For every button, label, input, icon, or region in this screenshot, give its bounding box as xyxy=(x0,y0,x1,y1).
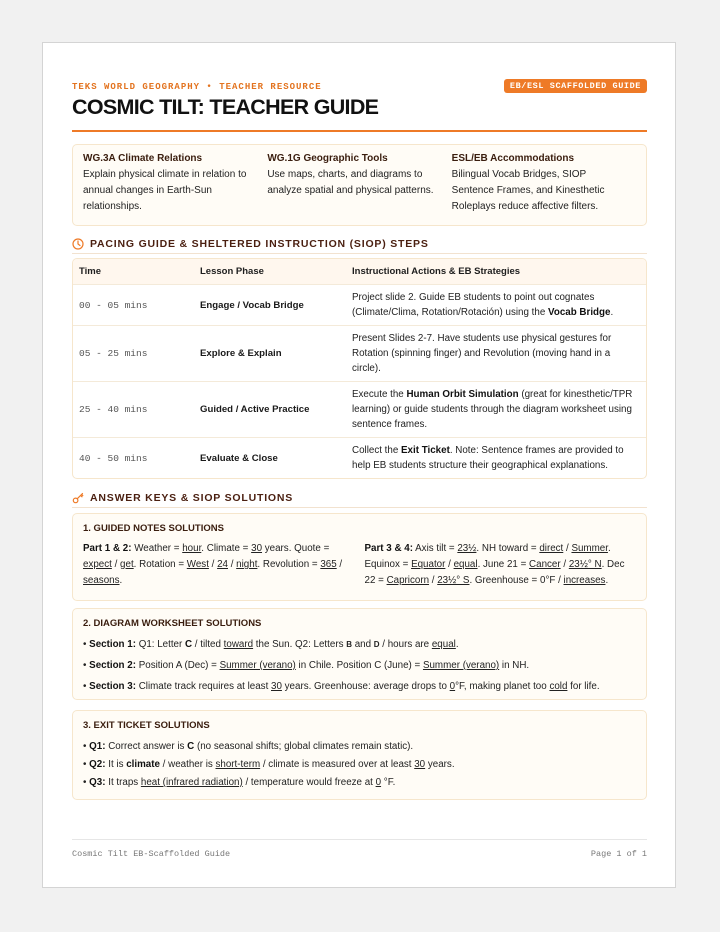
table-row xyxy=(73,284,646,325)
answer-key: cold xyxy=(549,681,568,692)
action-text: Project slide 2. Guide EB students to point out cognates (Climate/Clima, Rotation/Rotación) using the xyxy=(352,292,595,318)
row-time: 00 - 05 mins xyxy=(79,299,148,311)
answer-key: expect xyxy=(83,559,112,570)
answer-text: / weather is xyxy=(159,759,216,770)
action-text: Collect the xyxy=(352,445,402,456)
answer-text: / xyxy=(228,559,237,570)
row-actions xyxy=(346,443,646,473)
answer-key: Cancer xyxy=(529,559,561,570)
answer-key: night xyxy=(236,559,258,570)
scaffold-badge: EB/ESL SCAFFOLDED GUIDE xyxy=(504,79,647,93)
answer-text: . xyxy=(605,575,609,586)
answer-text: the Sun. Q2: Letters xyxy=(253,639,347,650)
answer-text: Position A (Dec) = xyxy=(135,660,220,671)
list-item: • Section 3: Climate track requires at least 30 years. Greenhouse: average drops to 0°F, making planet too cold for life. xyxy=(83,681,600,692)
answer-letter: D xyxy=(373,640,380,649)
section-label: Section 1: xyxy=(89,639,136,650)
table-row xyxy=(73,325,646,381)
title-divider xyxy=(72,130,647,132)
action-text: . xyxy=(610,307,614,318)
answer-text: / xyxy=(111,559,121,570)
answer-key: Capricorn xyxy=(386,575,430,586)
answers-section-title: ANSWER KEYS & SIOP SOLUTIONS xyxy=(90,492,294,504)
pacing-section-header xyxy=(72,235,647,254)
answer-text: / hours are xyxy=(379,639,432,650)
question-label: Q1: xyxy=(89,741,106,752)
answer-text: . Greenhouse = 0°F / xyxy=(469,575,564,586)
column-header-actions: Instructional Actions & EB Strategies xyxy=(352,266,521,277)
row-time: 25 - 40 mins xyxy=(79,404,148,415)
answer-key: heat (infrared radiation) xyxy=(140,777,243,788)
row-phase: Explore & Explain xyxy=(200,348,282,359)
header-kicker: TEKS WORLD GEOGRAPHY • TEACHER RESOURCE xyxy=(72,82,322,92)
answer-letter: C xyxy=(187,741,195,752)
answer-key: 30 xyxy=(271,681,282,692)
standard-title: WG.1G Geographic Tools xyxy=(267,153,388,164)
answer-text: It traps xyxy=(105,777,141,788)
action-emphasis: Vocab Bridge xyxy=(548,307,611,318)
answer-text: / xyxy=(560,559,569,570)
answer-text: / xyxy=(208,559,218,570)
answer-emphasis: climate xyxy=(126,759,160,770)
footer-title: Cosmic Tilt EB-Scaffolded Guide xyxy=(72,849,231,859)
row-time: 05 - 25 mins xyxy=(79,348,148,359)
standard-text: Bilingual Vocab Bridges, SIOP Sentence Frames, and Kinesthetic Roleplays reduce affective filters. xyxy=(451,169,605,212)
answer-key: Summer xyxy=(571,543,608,554)
guided-notes-part-1-2 xyxy=(83,541,365,589)
standard-title: WG.3A Climate Relations xyxy=(83,153,203,164)
answer-key: 23½ xyxy=(457,543,477,554)
answer-text: °F, making planet too xyxy=(455,681,550,692)
answer-text: / xyxy=(429,575,438,586)
answer-text: Climate track requires at least xyxy=(135,681,272,692)
pacing-section-title: PACING GUIDE & SHELTERED INSTRUCTION (SIOP) STEPS xyxy=(90,238,429,250)
row-phase: Evaluate & Close xyxy=(200,452,278,464)
page-title: COSMIC TILT: TEACHER GUIDE xyxy=(72,95,379,119)
action-text: Execute the xyxy=(352,389,407,400)
answer-text: It is xyxy=(105,759,127,770)
answer-text: / xyxy=(563,543,572,554)
key-icon xyxy=(72,492,84,504)
standard-text: Explain physical climate in relation to annual changes in Earth-Sun relationships. xyxy=(83,169,247,212)
standards-panel xyxy=(72,144,647,226)
clock-icon xyxy=(72,238,84,250)
row-phase: Engage / Vocab Bridge xyxy=(200,299,304,311)
exit-ticket-solutions xyxy=(72,710,647,800)
section-label: Section 2: xyxy=(89,660,136,671)
action-emphasis: Exit Ticket xyxy=(401,445,450,456)
page-number: Page 1 of 1 xyxy=(590,849,647,859)
action-emphasis: Human Orbit Simulation xyxy=(406,389,519,400)
answer-text: / xyxy=(445,559,454,570)
answer-text: years. Greenhouse: average drops to xyxy=(281,681,450,692)
row-actions xyxy=(346,387,646,432)
answer-key: get xyxy=(120,559,134,570)
answer-text: Correct answer is xyxy=(105,741,188,752)
table-header-row xyxy=(73,259,646,284)
standard-title: ESL/EB Accommodations xyxy=(451,153,575,164)
answer-text: in NH. xyxy=(499,660,530,671)
answer-text: . Climate = xyxy=(201,543,252,554)
action-text: Present Slides 2-7. Have students use physical gestures for Rotation (spinning finger) and Revolution (moving hand in a circle). xyxy=(352,333,612,374)
answer-text: for life. xyxy=(567,681,600,692)
answer-key: Equator xyxy=(411,559,446,570)
answer-letter: C xyxy=(185,639,193,650)
answer-text: / climate is measured over at least xyxy=(260,759,415,770)
column-header-time: Time xyxy=(79,266,102,277)
answer-key: equal xyxy=(453,559,478,570)
question-label: Q3: xyxy=(89,777,106,788)
answer-text: (no seasonal shifts; global climates remain static). xyxy=(194,741,414,752)
table-row xyxy=(73,437,646,478)
standard-text: Use maps, charts, and diagrams to analyze spatial and physical patterns. xyxy=(267,169,434,196)
pacing-table xyxy=(72,258,647,479)
answer-key: equal xyxy=(431,639,456,650)
row-phase: Guided / Active Practice xyxy=(200,404,310,415)
guided-notes-part-3-4 xyxy=(365,541,637,589)
answer-letter: B xyxy=(346,640,352,649)
document-page xyxy=(42,42,676,888)
answer-key: hour xyxy=(182,543,202,554)
answer-key: 23½° N xyxy=(568,559,602,570)
list-item: • Q3: It traps heat (infrared radiation) / temperature would freeze at 0 °F. xyxy=(83,777,396,788)
row-actions xyxy=(346,331,646,376)
answer-key: 0 xyxy=(375,777,382,788)
standard-wg1g xyxy=(267,153,451,225)
header-bar xyxy=(72,80,647,96)
answer-text: Q1: Letter xyxy=(135,639,185,650)
question-label: Q2: xyxy=(89,759,106,770)
answer-key: 0 xyxy=(449,681,456,692)
table-row xyxy=(73,381,646,437)
answer-text: / xyxy=(336,559,343,570)
part-label: Part 3 & 4: xyxy=(364,543,413,554)
guided-notes-solutions xyxy=(72,513,647,601)
answer-key: increases xyxy=(563,575,606,586)
answer-key: short-term xyxy=(215,759,261,770)
answer-text: . Dec 22 = xyxy=(364,559,625,586)
answer-text: in Chile. Position C (June) = xyxy=(295,660,423,671)
answer-key: direct xyxy=(539,543,564,554)
answer-key: 23½° S xyxy=(437,575,470,586)
answer-text: . xyxy=(455,639,459,650)
diagram-worksheet-title: 2. DIAGRAM WORKSHEET SOLUTIONS xyxy=(83,618,262,629)
answer-text: / temperature would freeze at xyxy=(242,777,376,788)
answer-key: toward xyxy=(223,639,254,650)
section-label: Section 3: xyxy=(89,681,136,692)
list-item: • Section 2: Position A (Dec) = Summer (verano) in Chile. Position C (June) = Summer (verano) in NH. xyxy=(83,660,530,671)
list-item: • Q2: It is climate / weather is short-term / climate is measured over at least 30 years. xyxy=(83,759,455,770)
action-text: . Note: Sentence frames are provided to help EB students structure their geographical explanations. xyxy=(352,445,624,471)
answer-text: °F. xyxy=(381,777,396,788)
page-content xyxy=(72,43,647,887)
footer-divider xyxy=(72,839,647,840)
answer-text: and xyxy=(351,639,374,650)
answer-text: years. xyxy=(425,759,455,770)
list-item: • Section 1: Q1: Letter C / tilted toward the Sun. Q2: Letters B and D / hours are equal. xyxy=(83,639,459,650)
action-text: (great for kinesthetic/TPR learning) or guide students through the diagram worksheet using sentence frames. xyxy=(352,389,633,430)
answer-key: 365 xyxy=(320,559,337,570)
answer-key: Summer (verano) xyxy=(422,660,500,671)
answer-key: West xyxy=(186,559,209,570)
guided-notes-columns xyxy=(83,541,636,589)
answer-text: . Rotation = xyxy=(133,559,187,570)
answer-key: 30 xyxy=(414,759,426,770)
answer-text: . NH toward = xyxy=(476,543,540,554)
standard-esl-eb xyxy=(452,153,636,225)
answer-text: years. Quote = xyxy=(262,543,330,554)
answer-text: . xyxy=(119,575,123,586)
guided-notes-title: 1. GUIDED NOTES SOLUTIONS xyxy=(83,523,224,534)
answer-key: 24 xyxy=(217,559,228,570)
answer-key: seasons xyxy=(83,575,120,586)
answer-text: Weather = xyxy=(131,543,183,554)
row-actions xyxy=(346,290,646,320)
exit-ticket-title: 3. EXIT TICKET SOLUTIONS xyxy=(83,720,210,731)
answers-section-header xyxy=(72,489,647,508)
diagram-worksheet-solutions xyxy=(72,608,647,700)
answer-text: . Equinox = xyxy=(364,543,611,570)
answer-text: Axis tilt = xyxy=(412,543,458,554)
answer-key: Summer (verano) xyxy=(219,660,296,671)
part-label: Part 1 & 2: xyxy=(83,543,132,554)
row-time: 40 - 50 mins xyxy=(79,452,148,464)
answer-key: 30 xyxy=(251,543,263,554)
list-item: • Q1: Correct answer is C (no seasonal shifts; global climates remain static). xyxy=(83,741,414,752)
standard-wg3a xyxy=(83,153,267,225)
answer-text: / tilted xyxy=(192,639,224,650)
column-header-phase: Lesson Phase xyxy=(200,266,264,277)
answer-text: . June 21 = xyxy=(477,559,530,570)
answer-text: . Revolution = xyxy=(257,559,321,570)
